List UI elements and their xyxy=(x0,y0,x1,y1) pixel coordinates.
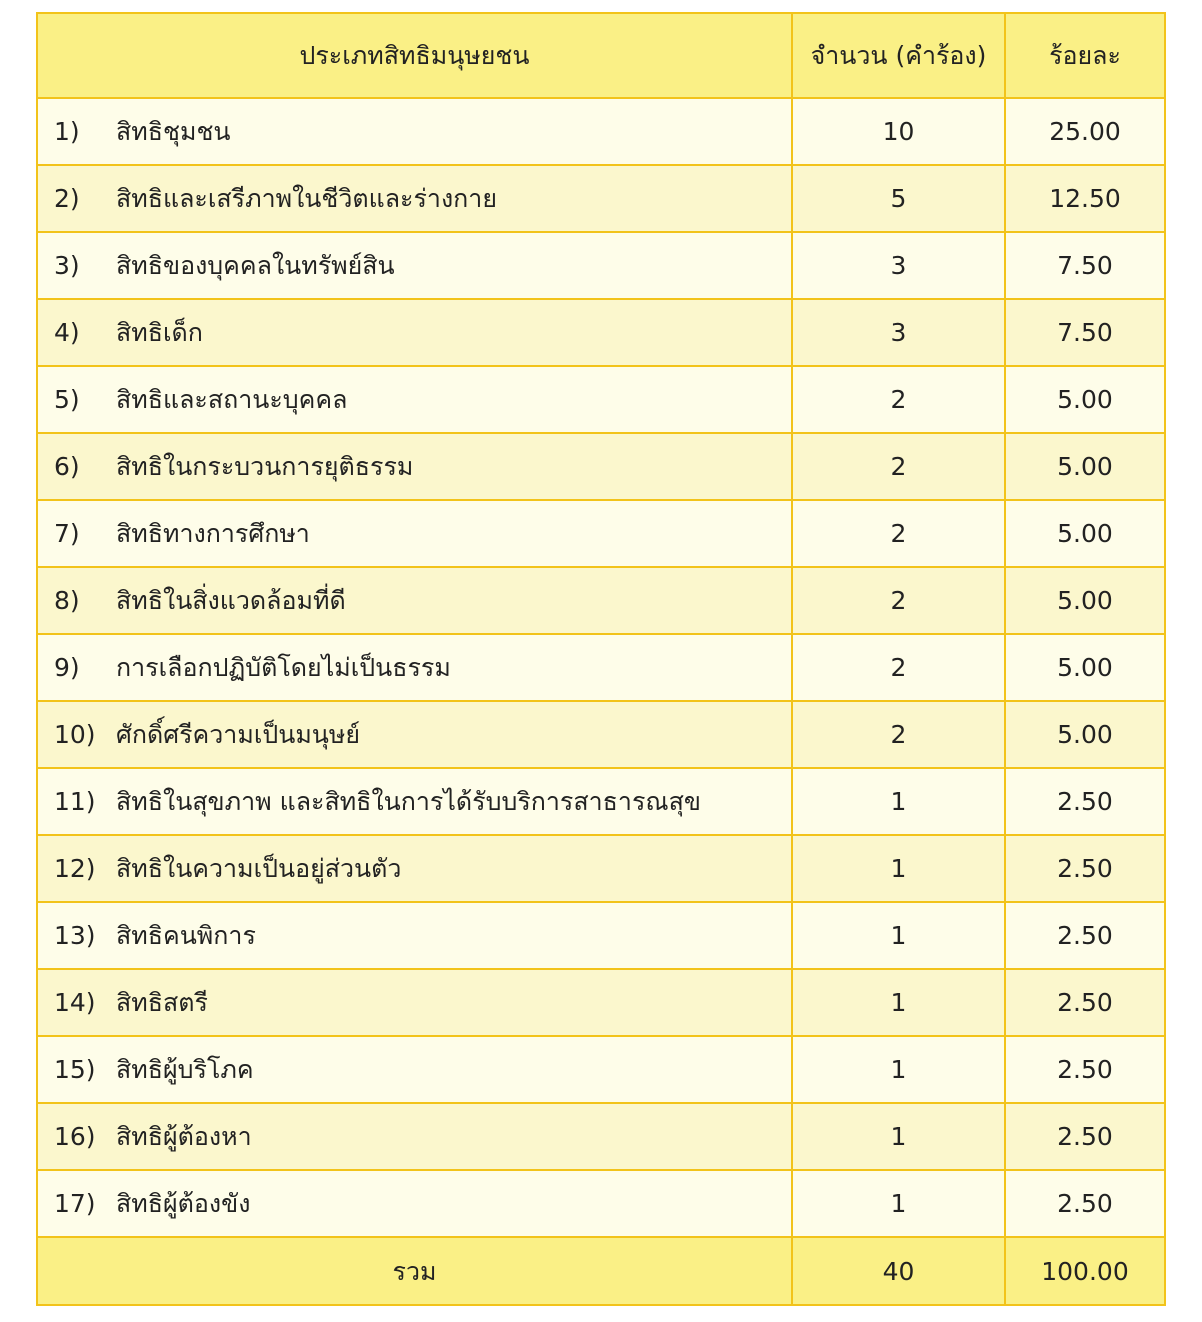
percent-cell: 2.50 xyxy=(1005,969,1165,1036)
table-row xyxy=(37,500,1165,567)
row-index: 16) xyxy=(54,1122,96,1151)
complaint-count-cell: 1 xyxy=(792,1103,1005,1170)
complaint-count-cell: 2 xyxy=(792,500,1005,567)
rights-type-label: สิทธิในความเป็นอยู่ส่วนตัว xyxy=(116,854,402,883)
percent-cell: 7.50 xyxy=(1005,232,1165,299)
rights-type-cell xyxy=(37,902,792,969)
rights-type-label: สิทธิของบุคคลในทรัพย์สิน xyxy=(116,251,395,280)
percent-cell: 5.00 xyxy=(1005,634,1165,701)
complaint-count-cell: 2 xyxy=(792,366,1005,433)
row-index: 1) xyxy=(54,117,80,146)
rights-type-cell xyxy=(37,366,792,433)
rights-type-cell xyxy=(37,701,792,768)
table-row xyxy=(37,969,1165,1036)
percent-cell: 2.50 xyxy=(1005,835,1165,902)
complaints-table-container xyxy=(36,12,1164,1306)
table-row xyxy=(37,634,1165,701)
rights-type-cell xyxy=(37,1103,792,1170)
rights-type-cell xyxy=(37,500,792,567)
table-row xyxy=(37,835,1165,902)
complaint-count-cell: 1 xyxy=(792,1036,1005,1103)
table-row xyxy=(37,366,1165,433)
row-index: 5) xyxy=(54,385,80,414)
table-body xyxy=(37,98,1165,1237)
total-percent: 100.00 xyxy=(1005,1237,1165,1305)
percent-cell: 5.00 xyxy=(1005,701,1165,768)
table-row xyxy=(37,768,1165,835)
header-percent: ร้อยละ xyxy=(1005,13,1165,98)
total-count: 40 xyxy=(792,1237,1005,1305)
complaint-count-cell: 1 xyxy=(792,835,1005,902)
header-row xyxy=(37,13,1165,98)
table-row xyxy=(37,567,1165,634)
row-index: 8) xyxy=(54,586,80,615)
complaint-count-cell: 3 xyxy=(792,299,1005,366)
rights-type-cell xyxy=(37,433,792,500)
complaint-count-cell: 10 xyxy=(792,98,1005,165)
rights-type-label: สิทธิในสิ่งแวดล้อมที่ดี xyxy=(116,586,346,615)
rights-type-label: การเลือกปฏิบัติโดยไม่เป็นธรรม xyxy=(116,653,451,682)
rights-type-cell xyxy=(37,768,792,835)
rights-type-label: สิทธิผู้บริโภค xyxy=(116,1055,254,1084)
row-index: 15) xyxy=(54,1055,96,1084)
table-row xyxy=(37,232,1165,299)
rights-type-label: สิทธิและสถานะบุคคล xyxy=(116,385,348,414)
table-row xyxy=(37,433,1165,500)
rights-type-cell xyxy=(37,634,792,701)
row-index: 12) xyxy=(54,854,96,883)
table-row xyxy=(37,902,1165,969)
complaint-count-cell: 2 xyxy=(792,567,1005,634)
rights-type-label: สิทธิเด็ก xyxy=(116,318,203,347)
percent-cell: 5.00 xyxy=(1005,567,1165,634)
table-row xyxy=(37,1036,1165,1103)
rights-type-cell xyxy=(37,1170,792,1237)
row-index: 9) xyxy=(54,653,80,682)
percent-cell: 5.00 xyxy=(1005,366,1165,433)
complaint-count-cell: 1 xyxy=(792,1170,1005,1237)
table-row xyxy=(37,165,1165,232)
complaint-count-cell: 5 xyxy=(792,165,1005,232)
rights-type-label: สิทธิทางการศึกษา xyxy=(116,519,310,548)
percent-cell: 2.50 xyxy=(1005,1103,1165,1170)
percent-cell: 2.50 xyxy=(1005,902,1165,969)
percent-cell: 2.50 xyxy=(1005,1170,1165,1237)
complaint-count-cell: 2 xyxy=(792,701,1005,768)
rights-type-label: ศักดิ์ศรีความเป็นมนุษย์ xyxy=(116,720,361,749)
table-footer xyxy=(37,1237,1165,1305)
rights-type-label: สิทธิผู้ต้องขัง xyxy=(116,1189,251,1218)
percent-cell: 7.50 xyxy=(1005,299,1165,366)
total-label: รวม xyxy=(37,1237,792,1305)
complaint-count-cell: 3 xyxy=(792,232,1005,299)
complaint-count-cell: 1 xyxy=(792,768,1005,835)
percent-cell: 5.00 xyxy=(1005,433,1165,500)
header-complaint-count: จำนวน (คำร้อง) xyxy=(792,13,1005,98)
rights-type-label: สิทธิและเสรีภาพในชีวิตและร่างกาย xyxy=(116,184,497,213)
rights-type-cell xyxy=(37,969,792,1036)
rights-type-cell xyxy=(37,232,792,299)
row-index: 7) xyxy=(54,519,80,548)
row-index: 11) xyxy=(54,787,96,816)
complaints-by-rights-table xyxy=(36,12,1166,1306)
rights-type-cell xyxy=(37,165,792,232)
rights-type-cell xyxy=(37,1036,792,1103)
header-rights-type: ประเภทสิทธิมนุษยชน xyxy=(37,13,792,98)
row-index: 14) xyxy=(54,988,96,1017)
row-index: 4) xyxy=(54,318,80,347)
rights-type-label: สิทธิคนพิการ xyxy=(116,921,256,950)
percent-cell: 25.00 xyxy=(1005,98,1165,165)
table-row xyxy=(37,98,1165,165)
percent-cell: 5.00 xyxy=(1005,500,1165,567)
total-row xyxy=(37,1237,1165,1305)
rights-type-label: สิทธิชุมชน xyxy=(116,117,231,146)
table-row xyxy=(37,1170,1165,1237)
complaint-count-cell: 2 xyxy=(792,634,1005,701)
percent-cell: 12.50 xyxy=(1005,165,1165,232)
rights-type-cell xyxy=(37,98,792,165)
rights-type-cell xyxy=(37,835,792,902)
row-index: 17) xyxy=(54,1189,96,1218)
row-index: 2) xyxy=(54,184,80,213)
rights-type-cell xyxy=(37,299,792,366)
table-row xyxy=(37,299,1165,366)
percent-cell: 2.50 xyxy=(1005,1036,1165,1103)
rights-type-cell xyxy=(37,567,792,634)
row-index: 6) xyxy=(54,452,80,481)
row-index: 3) xyxy=(54,251,80,280)
rights-type-label: สิทธิในกระบวนการยุติธรรม xyxy=(116,452,414,481)
row-index: 13) xyxy=(54,921,96,950)
table-header xyxy=(37,13,1165,98)
percent-cell: 2.50 xyxy=(1005,768,1165,835)
complaint-count-cell: 1 xyxy=(792,969,1005,1036)
complaint-count-cell: 2 xyxy=(792,433,1005,500)
row-index: 10) xyxy=(54,720,96,749)
table-row xyxy=(37,1103,1165,1170)
rights-type-label: สิทธิในสุขภาพ และสิทธิในการได้รับบริการสาธารณสุข xyxy=(116,787,701,816)
table-row xyxy=(37,701,1165,768)
rights-type-label: สิทธิสตรี xyxy=(116,988,208,1017)
rights-type-label: สิทธิผู้ต้องหา xyxy=(116,1122,252,1151)
complaint-count-cell: 1 xyxy=(792,902,1005,969)
